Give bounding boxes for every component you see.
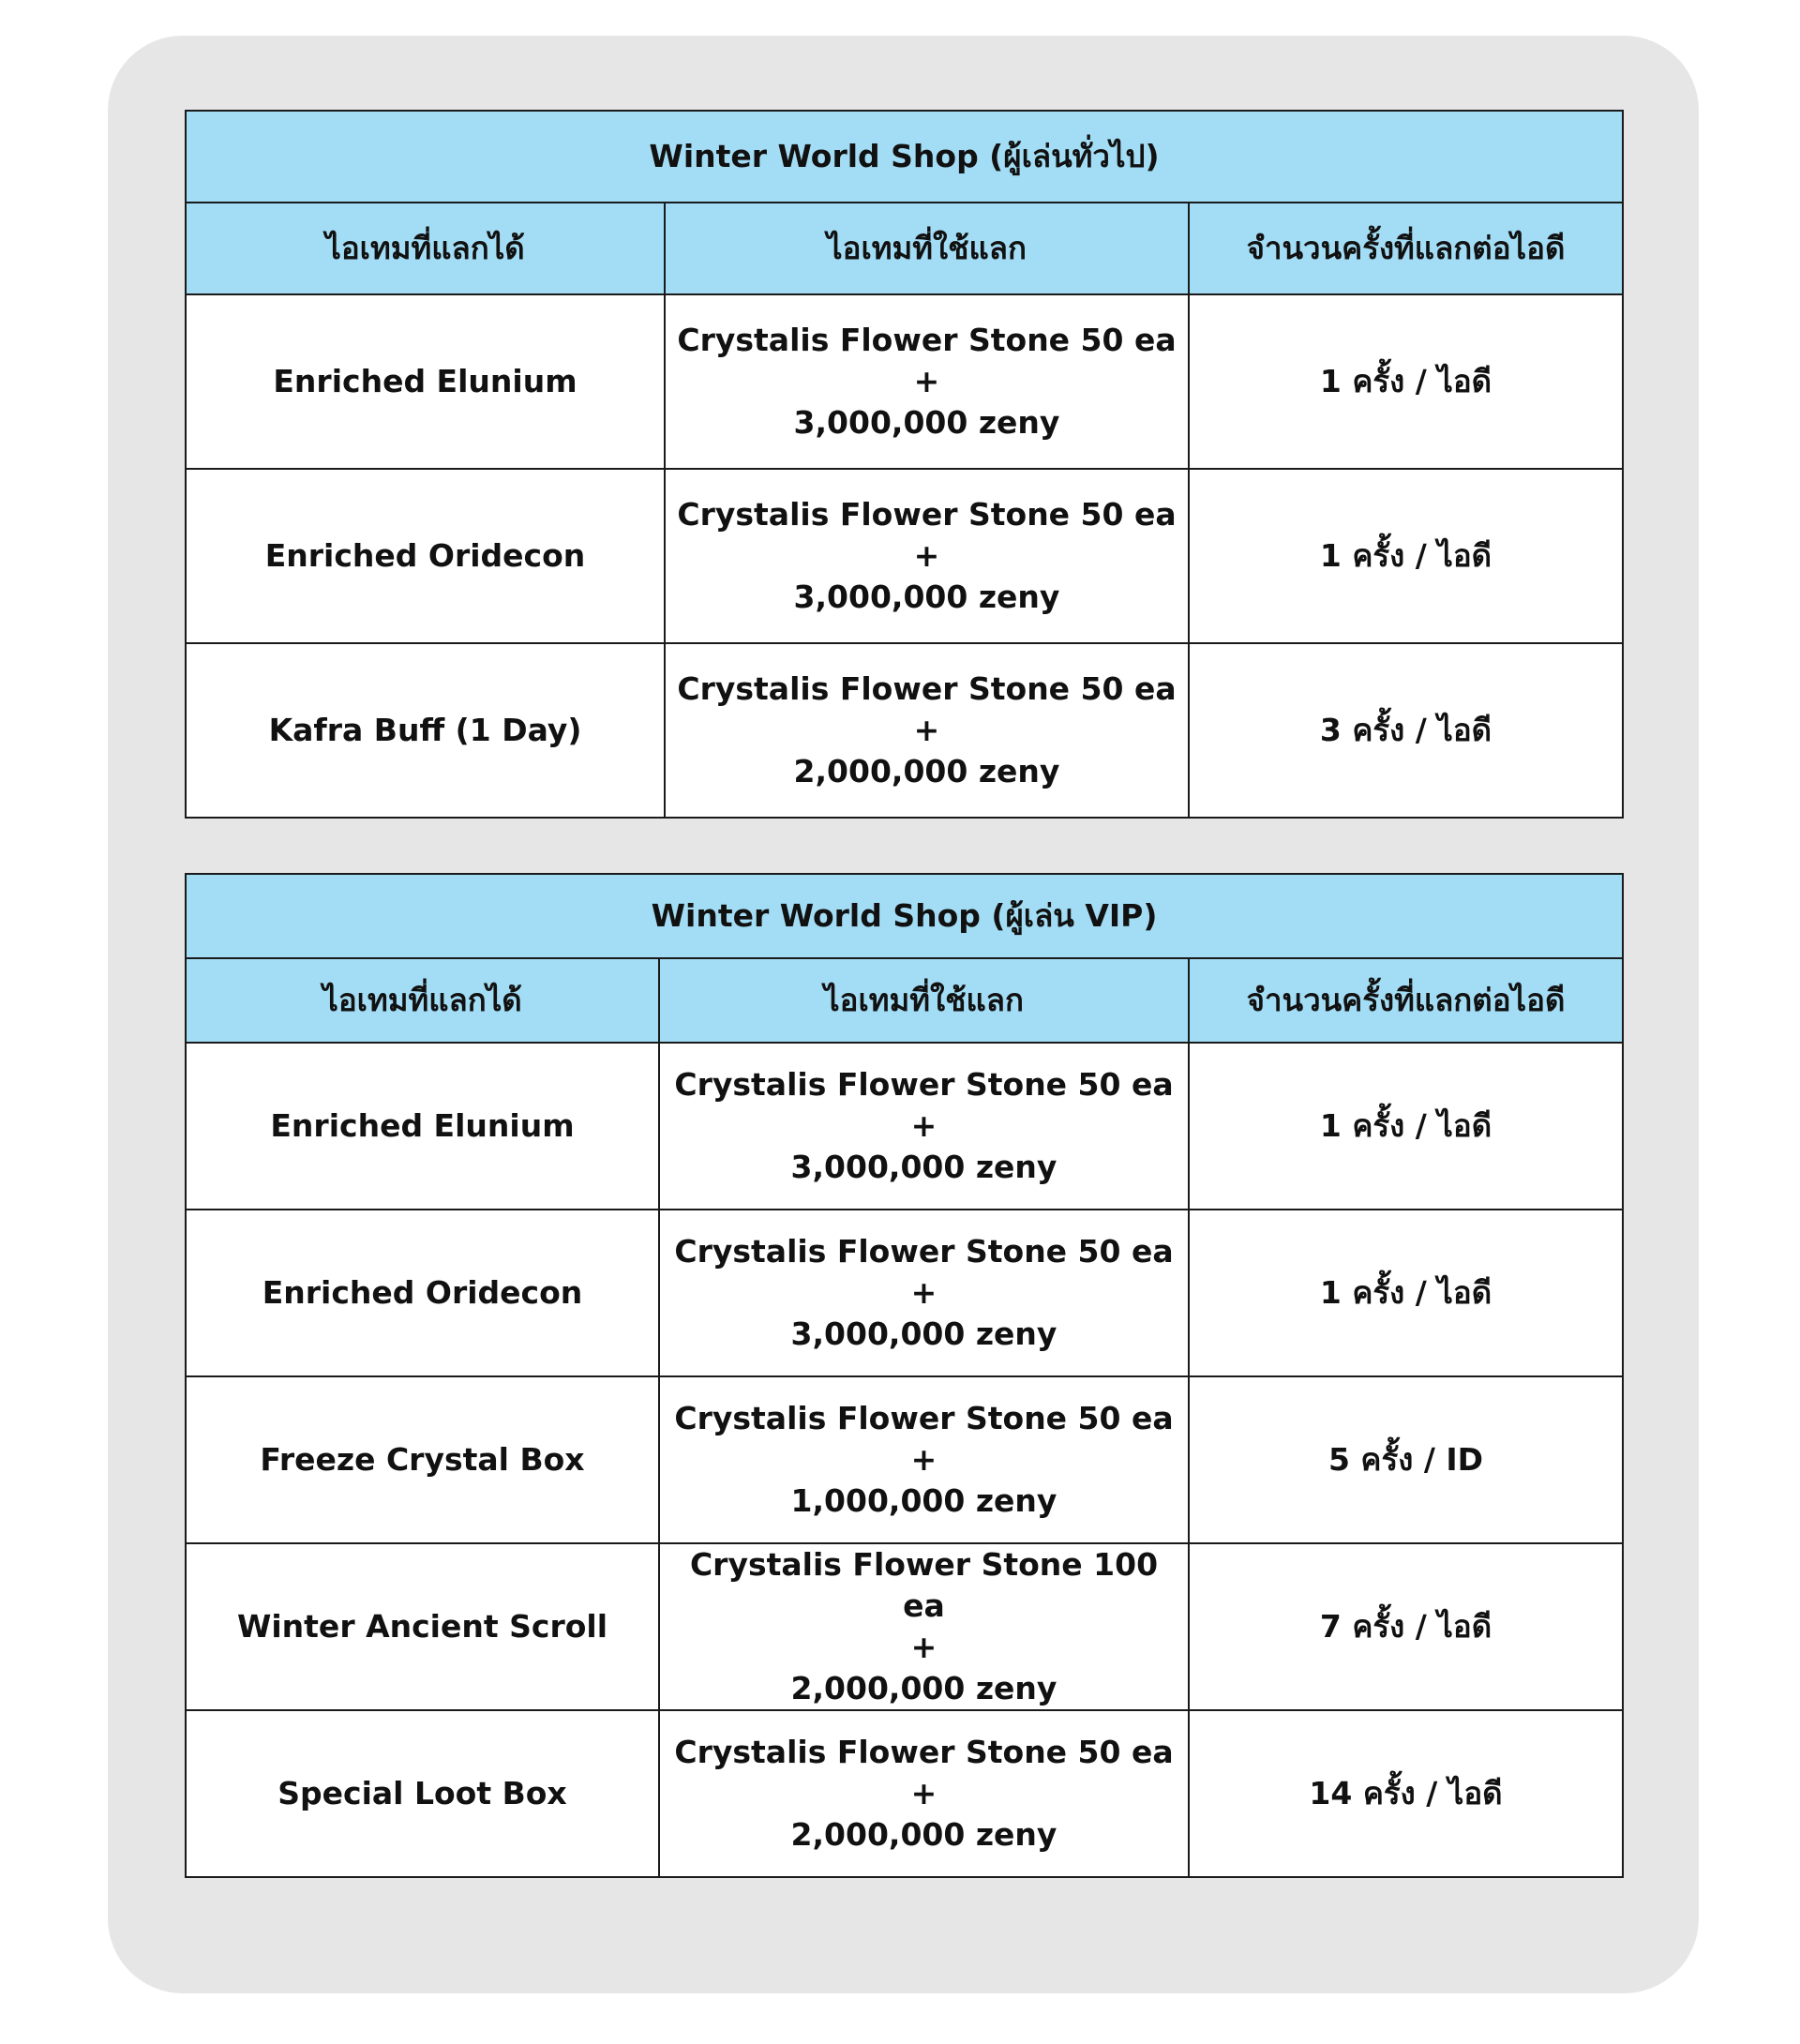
table-row xyxy=(186,1543,1623,1710)
cost-stone: Crystalis Flower Stone 50 ea xyxy=(674,1400,1174,1436)
header-limit: จำนวนครั้งที่แลกต่อไอดี xyxy=(1189,958,1623,1043)
cost-plus: + xyxy=(910,1274,938,1311)
exchange-limit: 1 ครั้ง / ไอดี xyxy=(1189,1043,1623,1210)
item-name: Enriched Oridecon xyxy=(186,469,665,643)
item-name: Enriched Oridecon xyxy=(186,1210,659,1376)
exchange-limit: 14 ครั้ง / ไอดี xyxy=(1189,1710,1623,1877)
item-name: Enriched Elunium xyxy=(186,1043,659,1210)
item-cost xyxy=(665,469,1189,643)
shop-table-vip xyxy=(185,873,1624,1878)
item-cost xyxy=(659,1710,1189,1877)
table-row xyxy=(186,1710,1623,1877)
table-title: Winter World Shop (ผู้เล่น VIP) xyxy=(186,874,1623,958)
cost-zeny: 2,000,000 zeny xyxy=(793,753,1060,789)
item-name: Special Loot Box xyxy=(186,1710,659,1877)
cost-stone: Crystalis Flower Stone 50 ea xyxy=(674,1734,1174,1770)
cost-stone: Crystalis Flower Stone 50 ea xyxy=(677,496,1177,533)
cost-plus: + xyxy=(910,1441,938,1478)
table-row xyxy=(186,1210,1623,1376)
table-row xyxy=(186,643,1623,818)
cost-plus: + xyxy=(910,1107,938,1144)
cost-stone: Crystalis Flower Stone 50 ea xyxy=(677,322,1177,358)
cost-zeny: 2,000,000 zeny xyxy=(790,1816,1058,1853)
cost-plus: + xyxy=(913,363,940,399)
table-row xyxy=(186,469,1623,643)
header-cost-item: ไอเทมที่ใช้แลก xyxy=(665,203,1189,294)
item-cost xyxy=(659,1543,1189,1710)
cost-plus: + xyxy=(913,537,940,574)
table-header-row xyxy=(186,958,1623,1043)
item-name: Kafra Buff (1 Day) xyxy=(186,643,665,818)
cost-stone: Crystalis Flower Stone 50 ea xyxy=(677,670,1177,707)
item-cost xyxy=(665,643,1189,818)
cost-stone: Crystalis Flower Stone 50 ea xyxy=(674,1066,1174,1103)
header-cost-item: ไอเทมที่ใช้แลก xyxy=(659,958,1189,1043)
table-title-row xyxy=(186,874,1623,958)
exchange-limit: 5 ครั้ง / ID xyxy=(1189,1376,1623,1543)
exchange-limit: 3 ครั้ง / ไอดี xyxy=(1189,643,1623,818)
exchange-limit: 1 ครั้ง / ไอดี xyxy=(1189,469,1623,643)
exchange-limit: 1 ครั้ง / ไอดี xyxy=(1189,1210,1623,1376)
item-name: Enriched Elunium xyxy=(186,294,665,469)
shop-table-general xyxy=(185,110,1624,819)
table-row xyxy=(186,1043,1623,1210)
item-cost xyxy=(659,1043,1189,1210)
cost-stone: Crystalis Flower Stone 100 ea xyxy=(689,1546,1159,1624)
item-name: Freeze Crystal Box xyxy=(186,1376,659,1543)
cost-zeny: 2,000,000 zeny xyxy=(790,1670,1058,1706)
item-name: Winter Ancient Scroll xyxy=(186,1543,659,1710)
cost-plus: + xyxy=(910,1629,938,1665)
cost-zeny: 1,000,000 zeny xyxy=(790,1482,1058,1519)
cost-zeny: 3,000,000 zeny xyxy=(790,1149,1058,1185)
exchange-limit: 7 ครั้ง / ไอดี xyxy=(1189,1543,1623,1710)
item-cost xyxy=(665,294,1189,469)
cost-plus: + xyxy=(913,712,940,748)
table-title-row xyxy=(186,111,1623,203)
exchange-limit: 1 ครั้ง / ไอดี xyxy=(1189,294,1623,469)
item-cost xyxy=(659,1210,1189,1376)
table-title: Winter World Shop (ผู้เล่นทั่วไป) xyxy=(186,111,1623,203)
header-limit: จำนวนครั้งที่แลกต่อไอดี xyxy=(1189,203,1623,294)
table-header-row xyxy=(186,203,1623,294)
cost-zeny: 3,000,000 zeny xyxy=(793,579,1060,615)
cost-zeny: 3,000,000 zeny xyxy=(790,1315,1058,1352)
cost-stone: Crystalis Flower Stone 50 ea xyxy=(674,1233,1174,1270)
header-exchange-item: ไอเทมที่แลกได้ xyxy=(186,958,659,1043)
cost-zeny: 3,000,000 zeny xyxy=(793,404,1060,441)
table-row xyxy=(186,294,1623,469)
item-cost xyxy=(659,1376,1189,1543)
cost-plus: + xyxy=(910,1775,938,1811)
table-row xyxy=(186,1376,1623,1543)
header-exchange-item: ไอเทมที่แลกได้ xyxy=(186,203,665,294)
